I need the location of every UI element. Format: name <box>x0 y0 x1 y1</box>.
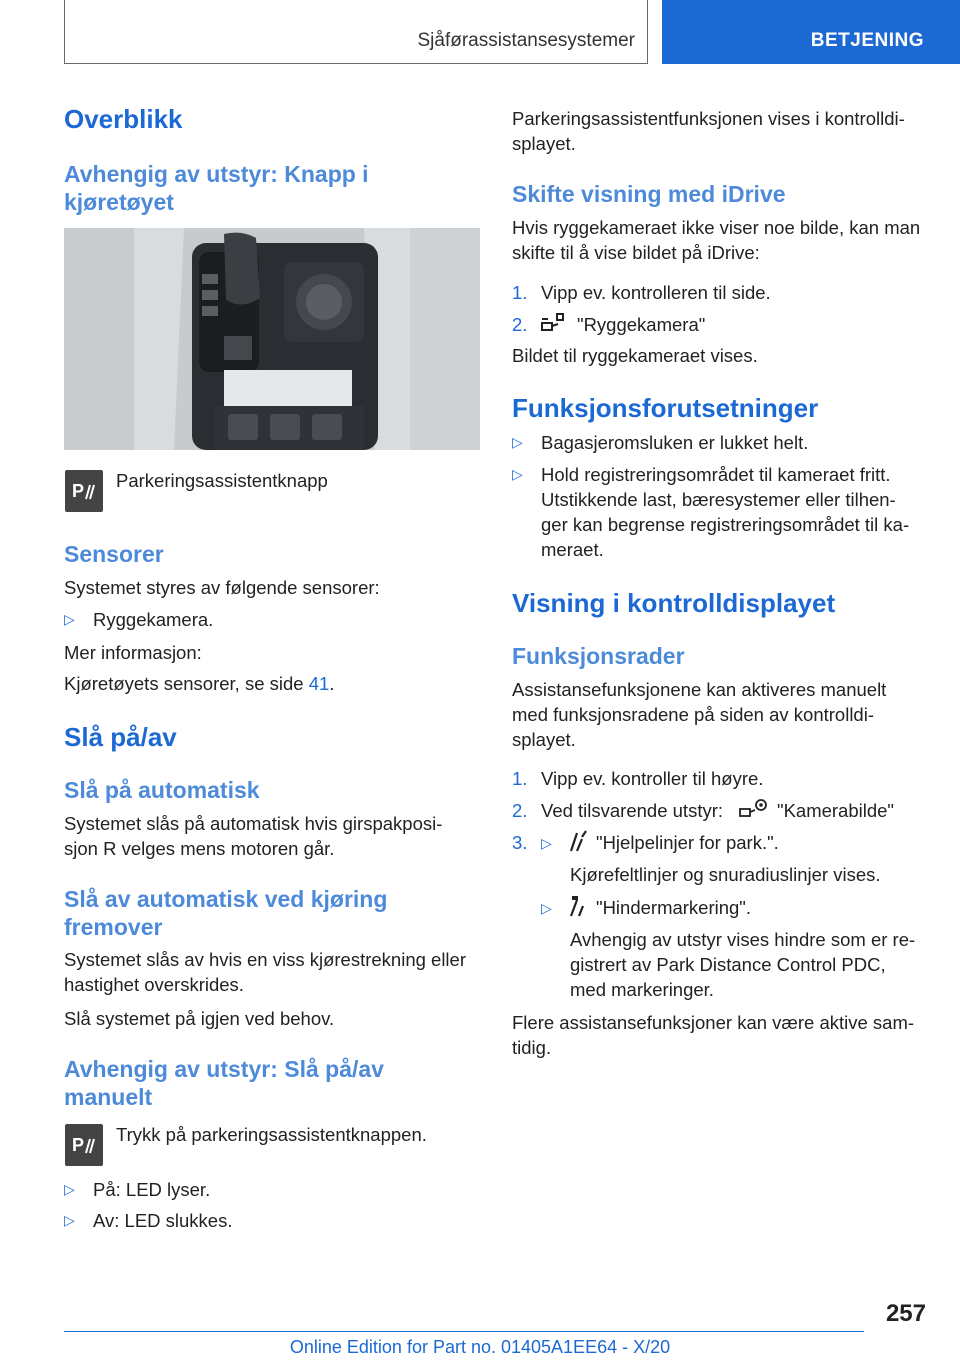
auto-off-text-1: Systemet slås av hvis en viss kjørestrekning eller <box>64 949 466 970</box>
svg-text:P: P <box>72 481 85 501</box>
heading-manual-2: manuelt <box>64 1084 153 1110</box>
display-step-3b-result-3: med markeringer. <box>570 979 714 1000</box>
header-section-title: Sjåførassistansesystemer <box>417 30 635 51</box>
svg-text:P: P <box>72 1135 85 1155</box>
obstacle-marking-icon <box>568 894 590 923</box>
page-link-41[interactable]: 41 <box>308 673 330 694</box>
display-step-3b-label: "Hindermarkering". <box>596 897 752 918</box>
bullet-marker: ▷ <box>512 434 523 450</box>
heading-auto-off-1: Slå av automatisk ved kjøring <box>64 886 388 912</box>
switch-result: Bildet til ryggekameraet vises. <box>512 345 758 366</box>
console-photo <box>64 228 480 450</box>
edition-footer[interactable]: Online Edition for Part no. 01405A1EE64 - X/20 <box>289 1337 671 1357</box>
sensors-bullet-text: Ryggekamera. <box>93 609 214 630</box>
switch-step-2: "Ryggekamera" <box>577 314 706 335</box>
heading-manual-1: Avhengig av utstyr: Slå på/av <box>64 1056 384 1082</box>
step-number: 3. <box>512 832 528 853</box>
header-chapter-title: BETJENING <box>810 30 924 51</box>
auto-on-text-2: sjon R velges mens motoren går. <box>64 838 335 859</box>
heading-auto-on: Slå på automatisk <box>64 777 260 803</box>
heading-sensors: Sensorer <box>64 541 164 567</box>
switch-text-2: skifte til å vise bildet på iDrive: <box>512 242 760 263</box>
auto-off-text-2: hastighet overskrides. <box>64 974 244 995</box>
auto-on-text-1: Systemet slås på automatisk hvis girspakposi- <box>64 813 443 834</box>
heading-function-bars: Funksjonsrader <box>512 643 685 669</box>
heading-overview: Overblikk <box>64 104 183 134</box>
step-number: 2. <box>512 314 528 335</box>
header-chapter-box[interactable] <box>662 0 960 64</box>
heading-switch-view: Skifte visning med iDrive <box>512 181 786 207</box>
camera-settings-icon <box>738 797 770 826</box>
step-number: 1. <box>512 768 528 789</box>
bars-text-3: splayet. <box>512 729 576 750</box>
photo-caption: Parkeringsassistentknapp <box>116 470 328 491</box>
more-info-reference <box>64 671 334 696</box>
bars-text-1: Assistansefunksjonene kan aktiveres manuelt <box>512 679 887 700</box>
display-step-3b-result-1: Avhengig av utstyr vises hindre som er re- <box>570 929 916 950</box>
bullet-marker: ▷ <box>64 1181 75 1197</box>
bullet-marker: ▷ <box>64 1212 75 1228</box>
display-step-3b-result-2: gistrert av Park Distance Control PDC, <box>570 954 886 975</box>
step-number: 2. <box>512 800 528 821</box>
page-number: 257 <box>885 1300 926 1327</box>
more-info-label: Mer informasjon: <box>64 642 202 663</box>
more-info-suffix: . <box>329 673 335 694</box>
intro-text-2: splayet. <box>512 133 576 154</box>
header-section-box <box>64 0 648 64</box>
heading-auto-off-2: fremover <box>64 914 163 940</box>
display-step-3a-result: Kjørefeltlinjer og snuradiuslinjer vises. <box>570 864 881 885</box>
parking-lines-icon <box>568 829 590 858</box>
bullet-marker: ▷ <box>541 835 552 851</box>
bullet-marker: ▷ <box>541 900 552 916</box>
intro-text-1: Parkeringsassistentfunksjonen vises i kontrolldi- <box>512 108 905 129</box>
footer-divider <box>64 1331 864 1332</box>
manual-bullet-off-text: Av: LED slukkes. <box>93 1210 233 1231</box>
camera-icon <box>540 311 568 340</box>
sensors-text: Systemet styres av følgende sensorer: <box>64 577 380 598</box>
manual-text: Trykk på parkeringsassistentknappen. <box>116 1124 427 1145</box>
parking-assist-button-icon <box>65 1124 103 1166</box>
heading-prerequisites: Funksjonsforutsetninger <box>512 393 819 423</box>
auto-off-text-3: Slå systemet på igjen ved behov. <box>64 1008 335 1029</box>
bars-text-2: med funksjonsradene på siden av kontrolldi- <box>512 704 874 725</box>
display-step-2-prefix: Ved tilsvarende utstyr: <box>541 800 724 821</box>
heading-on-off: Slå på/av <box>64 722 177 752</box>
switch-text-1: Hvis ryggekameraet ikke viser noe bilde, kan man <box>512 217 921 238</box>
step-number: 1. <box>512 282 528 303</box>
parking-assist-button-icon <box>65 470 103 512</box>
heading-equipment-button-line1 <box>64 160 404 216</box>
heading-display: Visning i kontrolldisplayet <box>512 588 836 618</box>
display-step-2-label: "Kamerabilde" <box>777 800 894 821</box>
display-step-3a-label: "Hjelpelinjer for park.". <box>596 832 779 853</box>
switch-step-1: Vipp ev. kontrolleren til side. <box>541 282 771 303</box>
bullet-marker: ▷ <box>64 611 75 627</box>
prereq-bullet-2-line-3: ger kan begrense registreringsområdet til ka- <box>541 514 910 535</box>
prereq-bullet-1-text: Bagasjeromsluken er lukket helt. <box>541 432 809 453</box>
bullet-marker: ▷ <box>512 466 523 482</box>
console-photo-illustration <box>64 228 480 450</box>
manual-bullet-on-text: På: LED lyser. <box>93 1179 211 1200</box>
more-info-prefix: Kjøretøyets sensorer, se side <box>64 673 309 694</box>
prereq-bullet-2-line-1: Hold registreringsområdet til kameraet fritt. <box>541 464 891 485</box>
outro-text-1: Flere assistansefunksjoner kan være aktive sam- <box>512 1012 915 1033</box>
prereq-bullet-2-line-4: meraet. <box>541 539 604 560</box>
prereq-bullet-2-line-2: Utstikkende last, bæresystemer eller tilhen- <box>541 489 896 510</box>
display-step-1: Vipp ev. kontroller til høyre. <box>541 768 764 789</box>
heading-equipment-button-text: Avhengig av utstyr: Knapp i kjøretøyet <box>64 161 369 215</box>
outro-text-2: tidig. <box>512 1037 552 1058</box>
